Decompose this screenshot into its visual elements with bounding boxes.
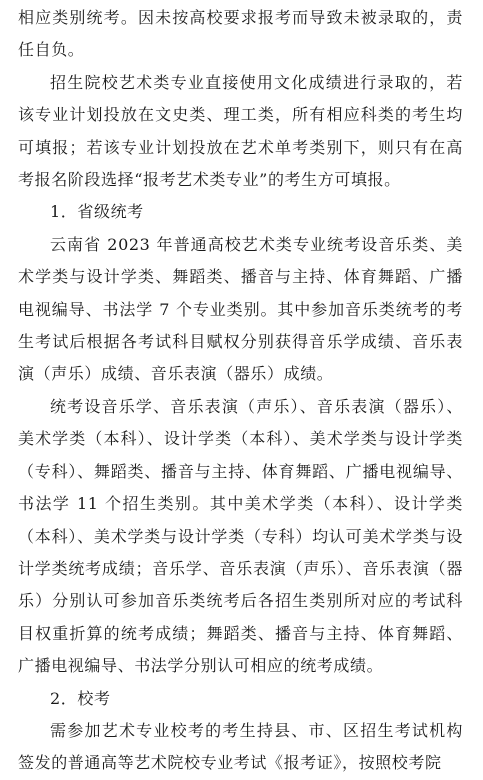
section-heading-school-exam: 2．校考 <box>50 688 111 708</box>
paragraph-continuation: 相应类别统考。因未按高校要求报考而导致未被录取的，责任自负。 <box>18 8 463 60</box>
section-heading-provincial-exam: 1．省级统考 <box>50 202 144 222</box>
paragraph-admission-rules: 招生院校艺术类专业直接使用文化成绩进行录取的，若该专业计划投放在文史类、理工类，所有相应科类的考生均可填报；若该专业计划投放在艺术单考类别下，则只有在高考报名阶段选择“报考艺术类专业”的考生方可填报。 <box>18 72 463 190</box>
paragraph-exam-categories: 云南省 2023 年普通高校艺术类专业统考设音乐类、美术学类与设计学类、舞蹈类、播音与主持、体育舞蹈、广播电视编导、书法学 7 个专业类别。其中参加音乐类统考的考生考试后根据各考试科目赋权分别获得音乐学成绩、音乐表演（声乐）成绩、音乐表演（器乐）成绩。 <box>18 234 463 384</box>
paragraph-school-exam: 需参加艺术专业校考的考生持县、市、区招生考试机构签发的普通高等艺术院校专业考试《报考证》，按照校考院 <box>18 720 463 773</box>
paragraph-admission-categories: 统考设音乐学、音乐表演（声乐）、音乐表演（器乐）、美术学类（本科）、设计学类（本科）、美术学类与设计学类（专科）、舞蹈类、播音与主持、体育舞蹈、广播电视编导、书法学 11 个招生类别。其中美术学类（本科）、设计学类（本科）、美术学类与设计学类（专科）均认可美术学类与设计学类统考成绩；音乐学、音乐表演（声乐）、音乐表演（器乐）分别认可参加音乐类统考后各招生类别所对应的考试科目权重折算的统考成绩；舞蹈类、播音与主持、体育舞蹈、广播电视编导、书法学分别认可相应的统考成绩。 <box>18 396 463 676</box>
